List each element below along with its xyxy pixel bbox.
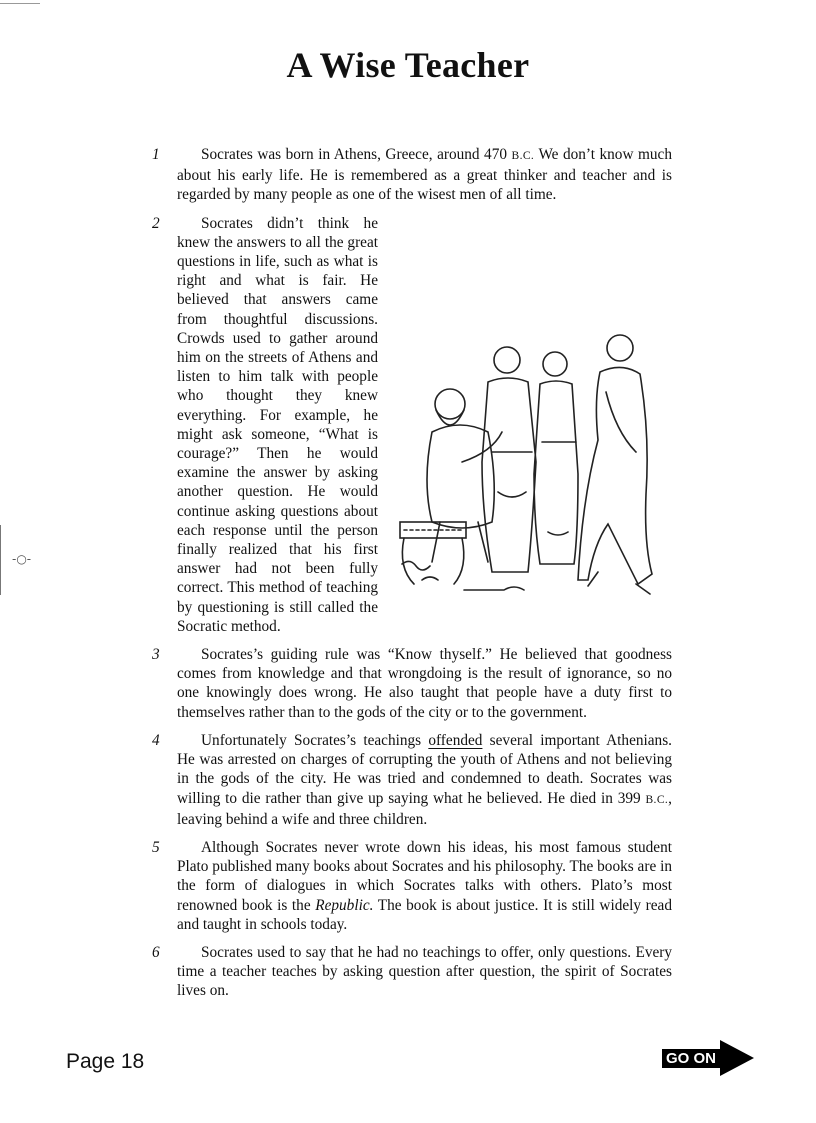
paragraph-number: 3 (152, 646, 160, 664)
hole-punch-mark: -○- (12, 552, 32, 566)
vocabulary-word: offended (428, 731, 483, 749)
paragraph-text: Socrates’s guiding rule was “Know thyself.” He believed that goodness comes from knowledge and that wrongdoing is the result of ignorance, so no one knowingly does wrong. He also taught that people have a duty first to themselves rather than to the gods of the city or to the government. (177, 646, 672, 721)
margin-rule (0, 525, 1, 595)
paragraph-number: 5 (152, 838, 160, 856)
go-on-label: GO ON (662, 1049, 720, 1068)
paragraph-3 (152, 645, 672, 722)
paragraph-text: Socrates used to say that he had no teachings to offer, only questions. Every time a teacher teaches by asking question after question, the spirit of Socrates lives on. (177, 943, 672, 1000)
page-number: Page 18 (66, 1050, 145, 1073)
book-title: Republic. (315, 896, 374, 914)
page-title: A Wise Teacher (286, 45, 530, 85)
paragraph-4 (152, 731, 672, 829)
corner-crop-mark (0, 3, 40, 4)
paragraph-text: Socrates didn’t think he knew the answers to all the great questions in life, such as what is right and what is fair. He believed that answers came from thoughtful discussions. Crowds used to gather around him on the streets of Athens and listen to him talk with people who thought they knew everything. For example, he might ask someone, “What is courage?” Then he would examine the answer by asking another question. He would continue asking questions about each response until the person finally realized that his first answer had not been fully correct. This method of teaching by questioning is still called the Socratic method. (177, 214, 672, 636)
paragraph-6 (152, 943, 672, 1001)
paragraph-1 (152, 145, 672, 205)
paragraph-number: 2 (152, 214, 160, 232)
paragraph-number: 6 (152, 943, 160, 961)
passage (152, 145, 672, 1010)
paragraph-text: Unfortunately Socrates’s teachings offended several important Athenians. He was arrested on charges of corrupting the youth of Athens and not believing in the gods of the city. He was tried and condemned to death. Socrates was willing to die rather than give up saying what he believed. He died in 399 B.C., leaving behind a wife and three children. (177, 731, 672, 828)
paragraph-number: 1 (152, 146, 160, 163)
go-on-indicator (660, 1040, 756, 1076)
paragraph-2 (152, 214, 672, 636)
era-abbreviation: B.C. (511, 150, 535, 162)
paragraph-5 (152, 838, 672, 934)
socrates-illustration (392, 332, 672, 596)
paragraph-number: 4 (152, 731, 160, 749)
paragraph-text: Although Socrates never wrote down his ideas, his most famous student Plato published many books about Socrates and his philosophy. The books are in the form of dialogues in which Socrates talks with others. Plato’s most renowned book is the Republic. The book is about justice. It is still widely read and taught in schools today. (177, 838, 672, 933)
era-abbreviation: B.C. (645, 793, 669, 806)
paragraph-text: Socrates was born in Athens, Greece, around 470 B.C. We don’t know much about his early life. He is remembered as a great thinker and teacher and is regarded by many people as one of the wisest men of all time. (177, 146, 672, 204)
